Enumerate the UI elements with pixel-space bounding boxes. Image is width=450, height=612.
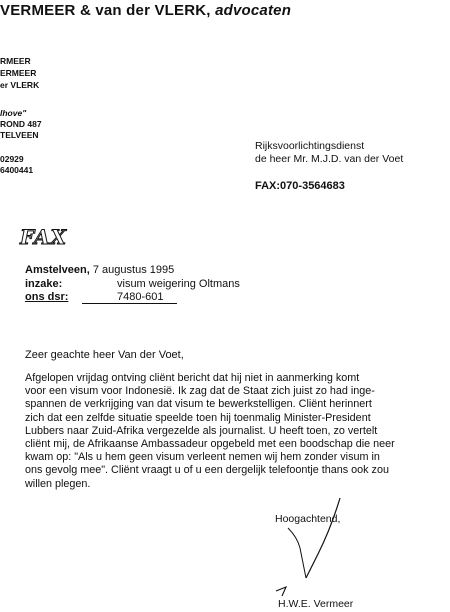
letter-body <box>25 372 440 491</box>
partner-name-2: ERMEER <box>0 68 37 78</box>
salutation: Zeer geachte heer Van der Voet, <box>25 349 184 361</box>
letterhead <box>0 2 291 19</box>
subject-label: inzake: <box>25 278 63 290</box>
place-date-row <box>25 264 174 276</box>
body-line: cliënt mij, de Afrikaanse Ambassadeur opgebeld met een boodschap die neer <box>25 438 395 451</box>
firm-suffix: advocaten <box>215 2 292 19</box>
place: Amstelveen, <box>25 264 90 276</box>
firm-name: VERMEER & van der VLERK, <box>0 2 211 19</box>
partner-name-3: er VLERK <box>0 80 40 90</box>
fax-title: FAX <box>20 225 68 249</box>
firm-address-line-1: lhove" <box>0 108 27 118</box>
recipient-person: de heer Mr. M.J.D. van der Voet <box>255 153 404 165</box>
reference-row <box>25 291 177 304</box>
signatory-name: H.W.E. Vermeer <box>278 598 354 610</box>
recipient-org: Rijksvoorlichtingsdienst <box>255 140 365 152</box>
reference-label: ons dsr: <box>25 291 69 303</box>
subject-row <box>25 278 240 290</box>
body-line: kwam op: "Als u hem geen visum verleent nemen wij hem zonder visum in <box>25 451 380 464</box>
firm-address-line-2: ROND 487 <box>0 119 42 129</box>
body-line: willen plegen. <box>25 477 91 490</box>
body-line: zich dat een zelfde situatie speelde toen hij toenmalig Minister-President <box>25 411 371 424</box>
date: 7 augustus 1995 <box>92 264 175 276</box>
body-line: spannen de verkrijging van dat visum te bewerkstelligen. Cliënt herinnert <box>25 398 372 411</box>
body-line: ons gevolg mee". Cliënt vraagt u of u een dergelijk telefoontje thans ook zou <box>25 464 389 477</box>
body-line: Afgelopen vrijdag ontving cliënt bericht dat hij niet in aanmerking komt <box>25 372 360 384</box>
firm-address-line-3: TELVEEN <box>0 130 39 140</box>
firm-phone-2: 6400441 <box>0 165 34 175</box>
subject-value: visum weigering Oltmans <box>117 278 240 290</box>
closing: Hoogachtend, <box>275 513 341 525</box>
firm-phone-1: 02929 <box>0 154 24 164</box>
partner-name-1: RMEER <box>0 56 31 66</box>
recipient-fax-number: FAX:070-3564683 <box>255 180 345 192</box>
body-line: voor een visum voor Indonesië. Ik zag dat de Staat zich juist zo had inge- <box>25 385 375 398</box>
handwritten-signature <box>268 488 378 608</box>
body-line: Lubbers naar Zuid-Afrika vergezelde als journalist. U heeft toen, zo vertelt <box>25 424 378 437</box>
reference-value: 7480-601 <box>82 291 177 304</box>
